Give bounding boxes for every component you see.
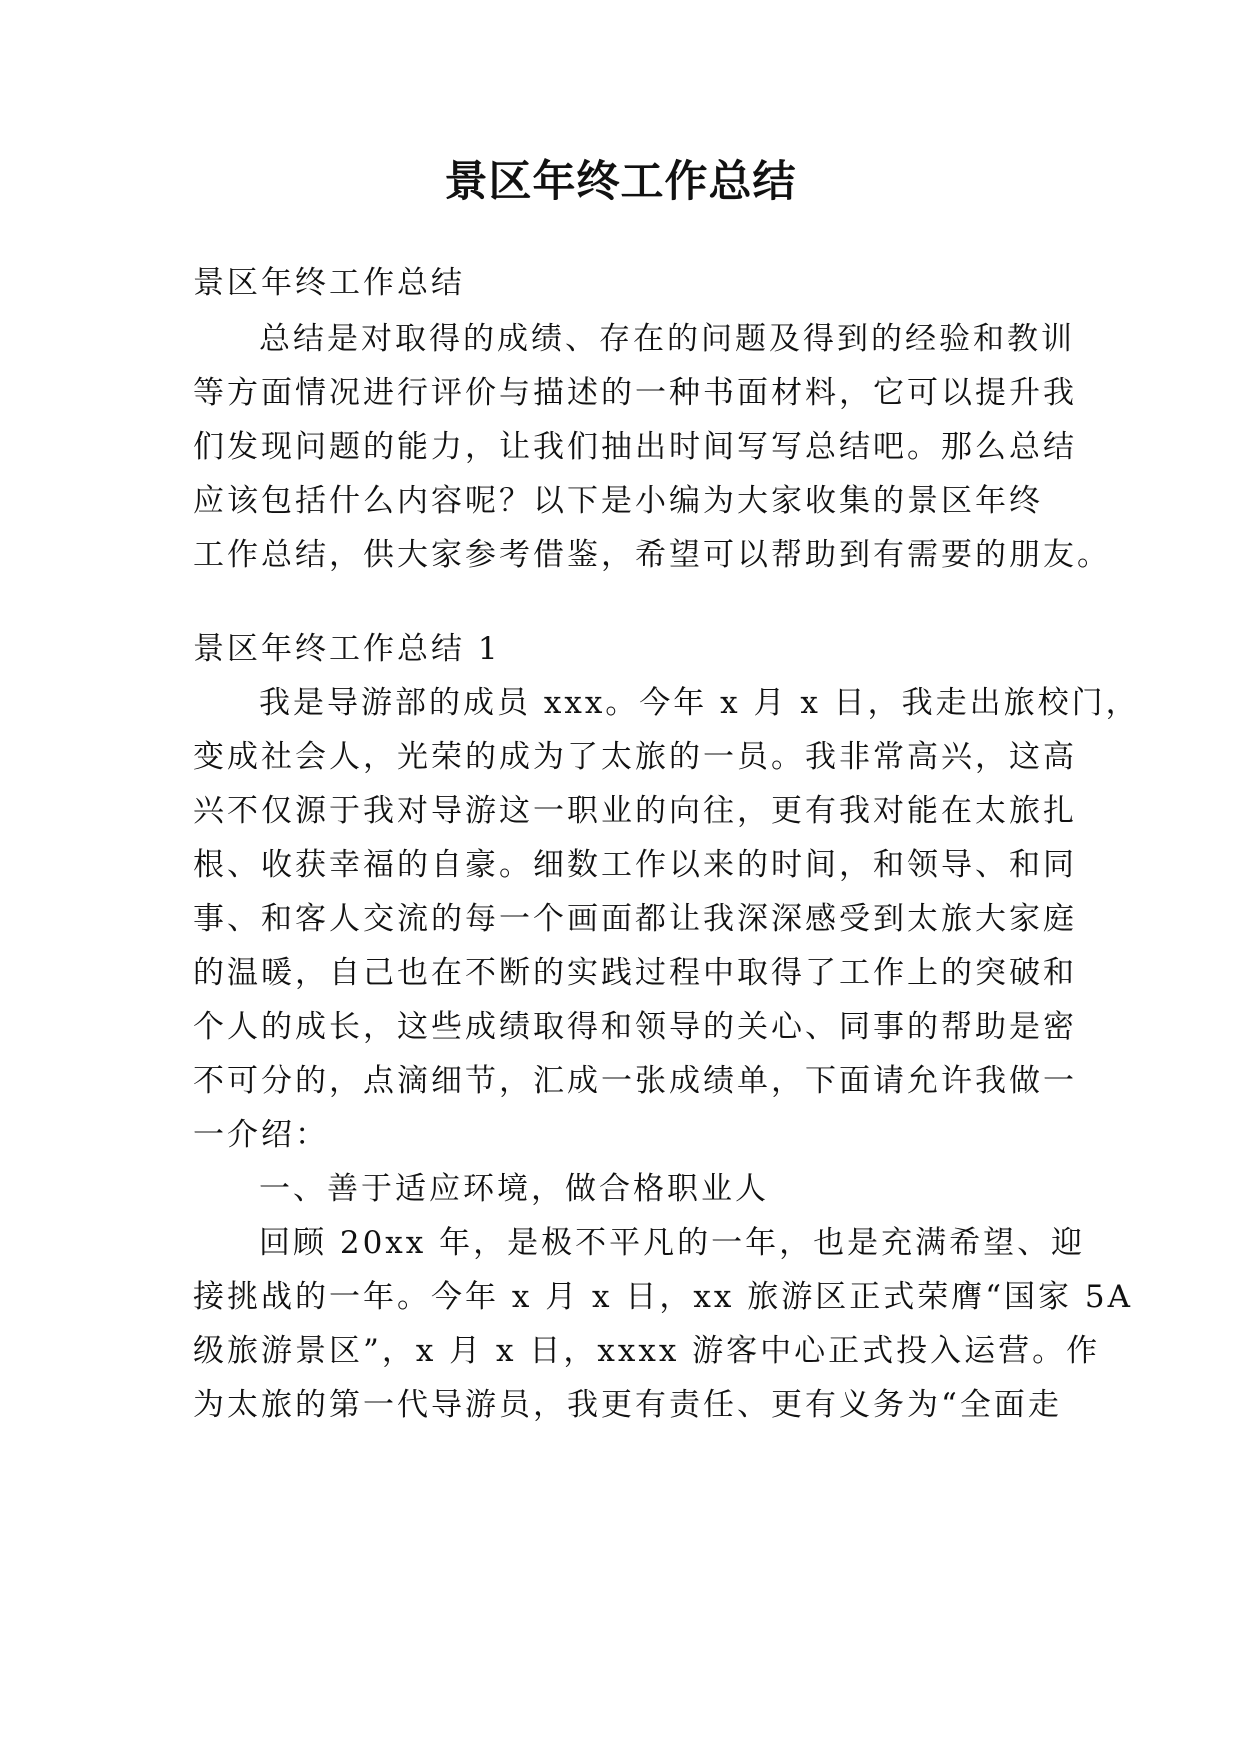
document-title: 景区年终工作总结 [444,157,797,207]
intro-paragraph-line: 们发现问题的能力，让我们抽出时间写写总结吧。那么总结 [193,429,1077,465]
body-paragraph-line: 接挑战的一年。今年 x 月 x 日，xx 旅游区正式荣膺“国家 5A [193,1279,1134,1315]
body-paragraph-line: 回顾 20xx 年，是极不平凡的一年，也是充满希望、迎 [259,1225,1086,1261]
subsection-heading: 一、善于适应环境，做合格职业人 [259,1171,769,1207]
body-paragraph-line: 为太旅的第一代导游员，我更有责任、更有义务为“全面走 [193,1387,1062,1423]
body-paragraph-line: 不可分的，点滴细节，汇成一张成绩单，下面请允许我做一 [193,1063,1077,1099]
intro-heading: 景区年终工作总结 [193,265,465,301]
section-heading: 景区年终工作总结 1 [193,631,501,667]
body-paragraph-line: 变成社会人，光荣的成为了太旅的一员。我非常高兴，这高 [193,739,1077,775]
body-paragraph-line: 的温暖，自己也在不断的实践过程中取得了工作上的突破和 [193,955,1077,991]
body-paragraph-line: 级旅游景区”，x 月 x 日，xxxx 游客中心正式投入运营。作 [193,1333,1101,1369]
body-paragraph-line: 兴不仅源于我对导游这一职业的向往，更有我对能在太旅扎 [193,793,1077,829]
body-paragraph-line: 我是导游部的成员 xxx。今年 x 月 x 日，我走出旅校门， [259,685,1140,721]
intro-paragraph-line: 应该包括什么内容呢？以下是小编为大家收集的景区年终 [193,483,1043,519]
intro-paragraph-line: 总结是对取得的成绩、存在的问题及得到的经验和教训 [259,321,1075,357]
body-paragraph-line: 事、和客人交流的每一个画面都让我深深感受到太旅大家庭 [193,901,1077,937]
body-paragraph-line: 个人的成长，这些成绩取得和领导的关心、同事的帮助是密 [193,1009,1077,1045]
intro-paragraph-line: 工作总结，供大家参考借鉴，希望可以帮助到有需要的朋友。 [193,537,1111,573]
body-paragraph-line: 根、收获幸福的自豪。细数工作以来的时间，和领导、和同 [193,847,1077,883]
intro-paragraph-line: 等方面情况进行评价与描述的一种书面材料，它可以提升我 [193,375,1077,411]
body-paragraph-line: 一介绍： [193,1117,329,1153]
